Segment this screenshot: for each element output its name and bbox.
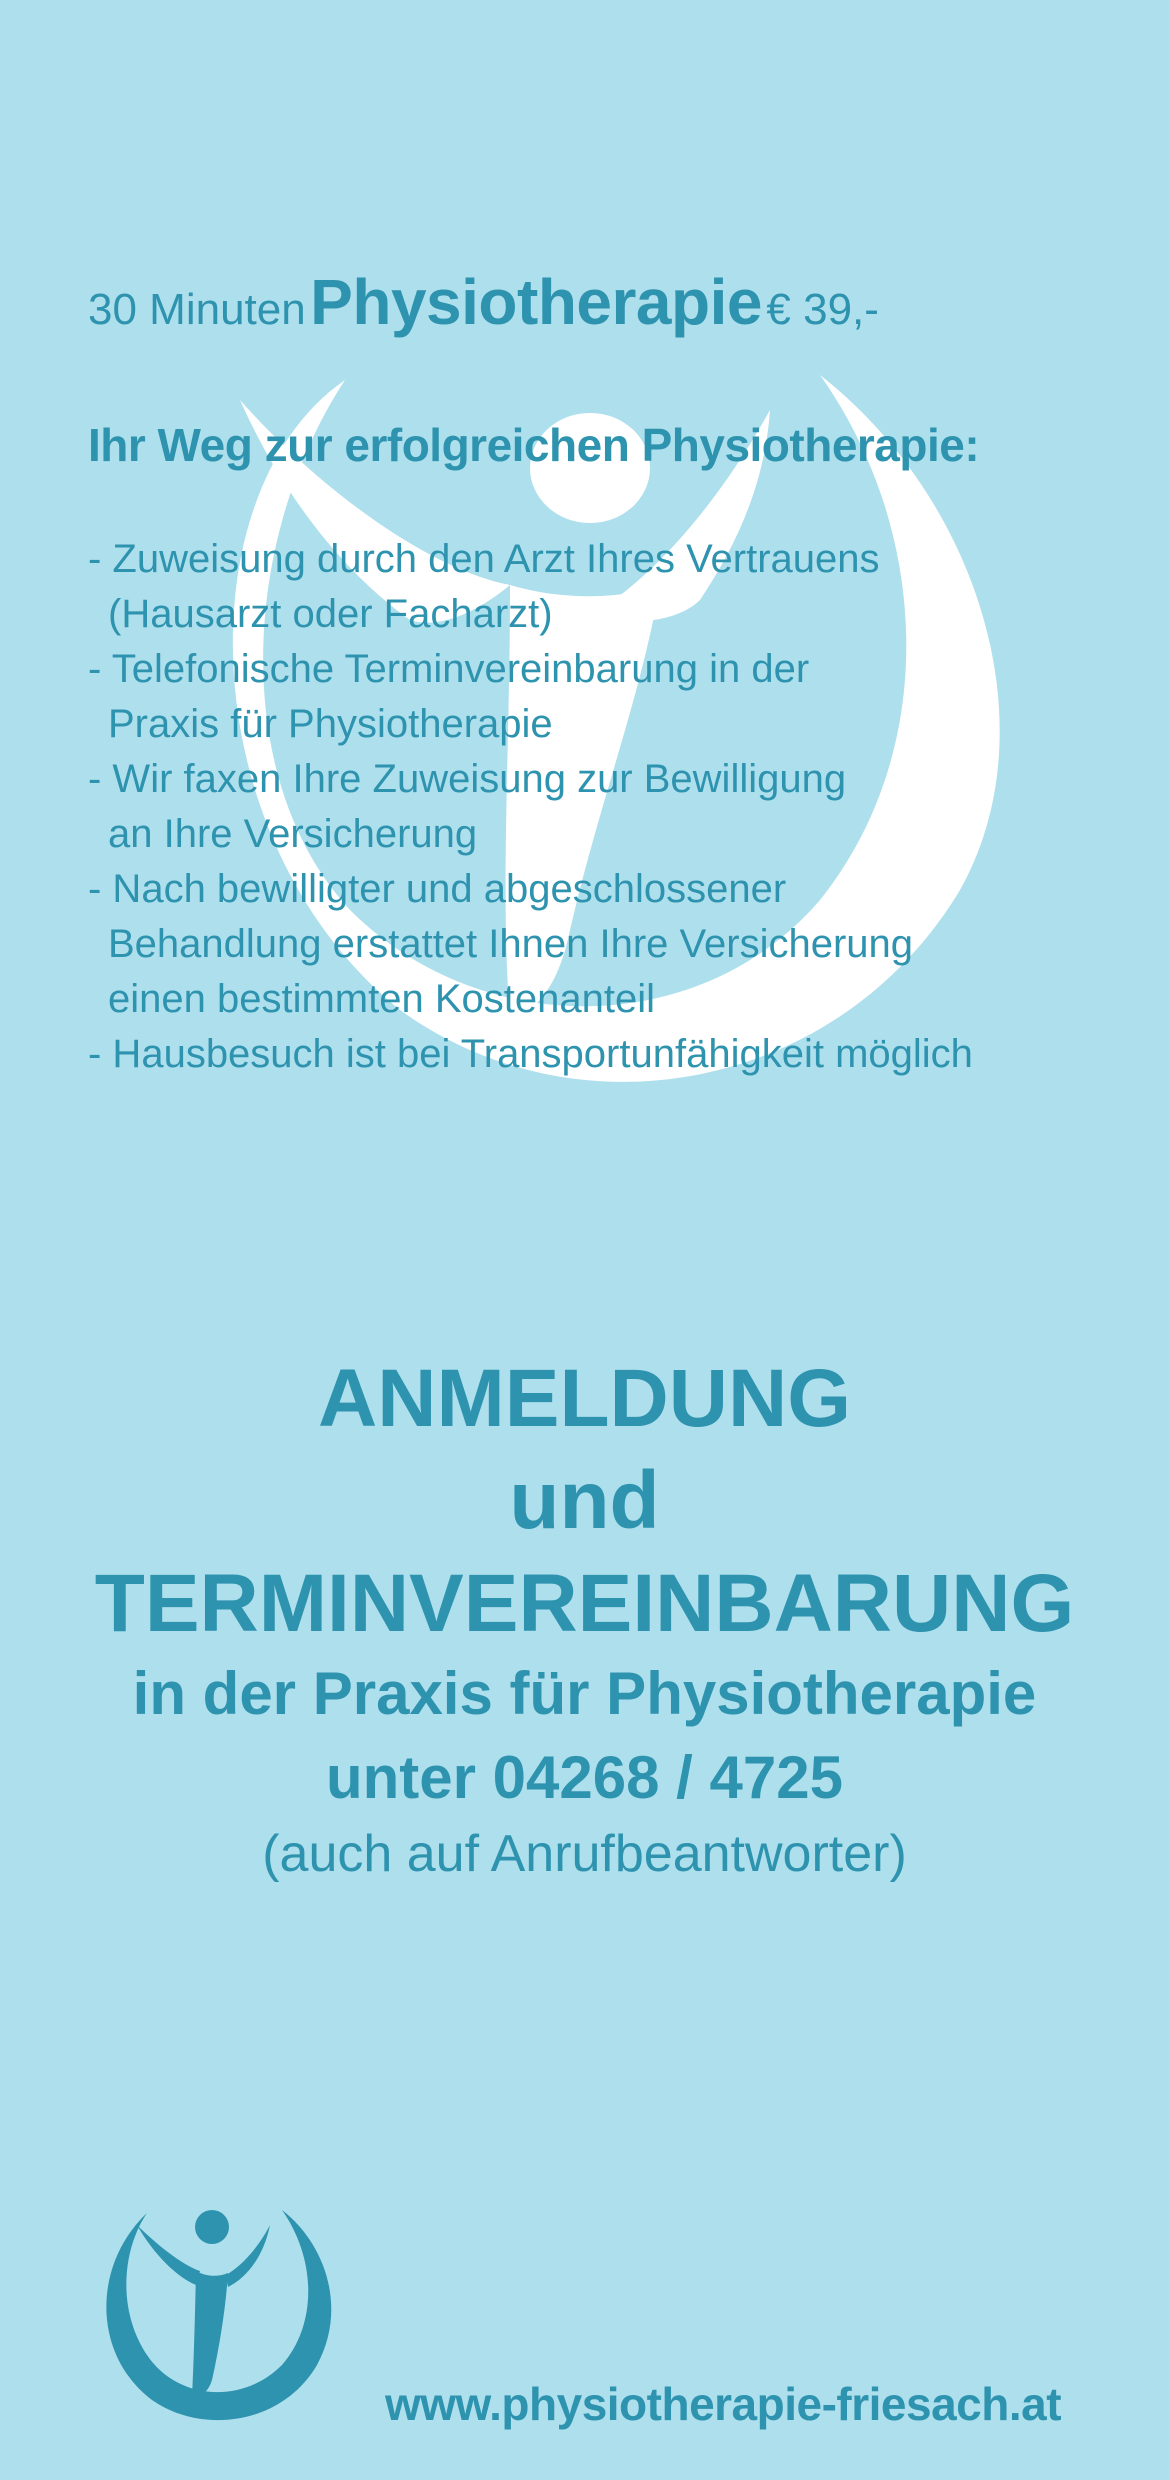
step-line: Praxis für Physiotherapie (108, 702, 553, 746)
step-line: (Hausarzt oder Facharzt) (108, 592, 553, 636)
list-item (88, 532, 1148, 642)
step-line: - Nach bewilligter und abgeschlossener (88, 867, 787, 911)
list-item (88, 1027, 1148, 1082)
contact-phone: unter 04268 / 4725 (325, 1744, 843, 1811)
step-line: - Wir faxen Ihre Zuweisung zur Bewilligung (88, 757, 847, 801)
contact-location: in der Praxis für Physiotherapie (132, 1660, 1037, 1727)
list-item (88, 752, 1148, 862)
contact-and: und (509, 1455, 660, 1546)
person-in-circle-logo-icon (92, 2205, 332, 2423)
steps-title: Ihr Weg zur erfolgreichen Physiotherapie: (88, 419, 980, 471)
website-link[interactable]: www.physiotherapie-friesach.at (385, 2378, 1062, 2430)
step-line: - Zuweisung durch den Arzt Ihres Vertrauens (88, 537, 880, 581)
offer-duration: 30 Minuten (88, 285, 306, 334)
steps-list (88, 532, 1148, 1082)
contact-appointment: TERMINVEREINBARUNG (94, 1558, 1075, 1649)
step-line: einen bestimmten Kostenanteil (108, 977, 655, 1021)
list-item (88, 642, 1148, 752)
step-line: - Telefonische Terminvereinbarung in der (88, 647, 810, 691)
contact-heading: ANMELDUNG (318, 1353, 851, 1444)
step-line: an Ihre Versicherung (108, 812, 478, 856)
step-line: Behandlung erstattet Ihnen Ihre Versicherung (108, 922, 913, 966)
list-item (88, 862, 1148, 1027)
offer-service: Physiotherapie (310, 266, 762, 338)
offer-line (88, 266, 879, 338)
contact-note: (auch auf Anrufbeantworter) (262, 1825, 907, 1883)
offer-price: € 39,- (766, 285, 879, 334)
step-line: - Hausbesuch ist bei Transportunfähigkeit möglich (88, 1032, 973, 1076)
